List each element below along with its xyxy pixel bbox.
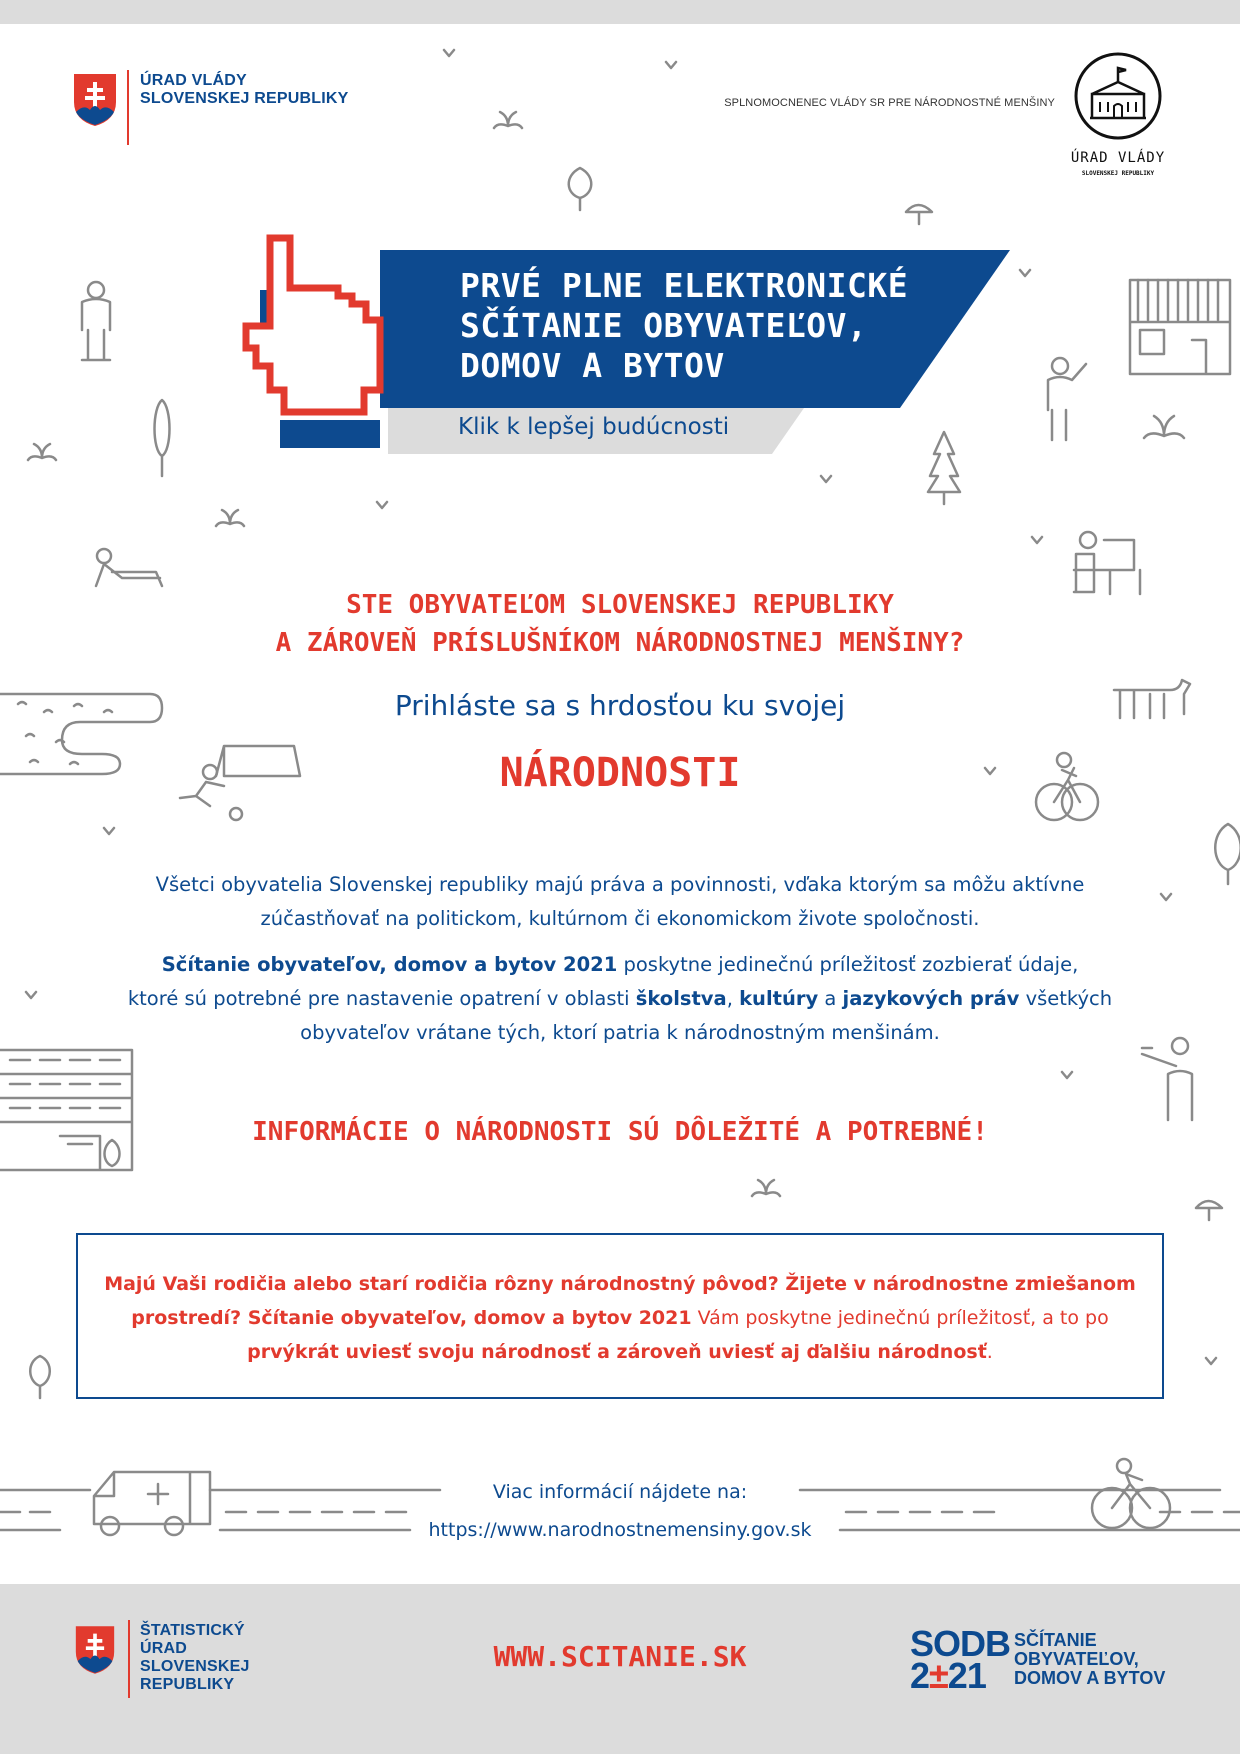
banner-title-line2: SČÍTANIE OBYVATEĽOV,: [460, 306, 868, 345]
rights-line1: Všetci obyvatelia Slovenskej republiky majú práva a povinnosti, vďaka ktorým sa môžu aktívne: [155, 873, 1085, 896]
census-logo-line1: SČÍTANIE: [1014, 1630, 1097, 1650]
info-line2: [98, 1301, 1142, 1335]
slovak-coat-of-arms-icon: [72, 72, 118, 128]
census-logo-text: [1014, 1631, 1165, 1688]
info-line3: [98, 1335, 1142, 1369]
info-box-text: [98, 1267, 1142, 1369]
sodb-logo: [910, 1623, 1011, 1696]
census-website-link[interactable]: WWW.SCITANIE.SK: [493, 1640, 747, 1673]
culture-bold: kultúry: [739, 987, 819, 1010]
census-line2-text: ktoré sú potrebné pre nastavenie opatrení v oblasti: [127, 987, 636, 1010]
sodb-logo-bottom: [910, 1655, 1010, 1696]
question-line2: A ZÁROVEŇ PRÍSLUŠNÍKOM NÁRODNOSTNEJ MENŠINY?: [275, 628, 965, 658]
census-logo-line3: DOMOV A BYTOV: [1014, 1668, 1166, 1688]
seal-caption: [1058, 150, 1178, 177]
and-text: a: [818, 987, 843, 1010]
more-info-label: Viac informácií nájdete na:: [492, 1481, 748, 1503]
census-line3: obyvateľov vrátane tých, ktorí patria k národnostným menšinám.: [300, 1021, 940, 1044]
banner-title-line1: PRVÉ PLNE ELEKTRONICKÉ: [460, 266, 909, 305]
census-line2: [120, 982, 1120, 1016]
sodb-logo-top: SODB: [910, 1623, 1011, 1664]
rights-line2: zúčastňovať na politickom, kultúrnom či ekonomickom živote spoločnosti.: [260, 907, 980, 930]
office-name-line1: ÚRAD VLÁDY: [140, 72, 247, 89]
nationality-heading: NÁRODNOSTI: [499, 750, 741, 796]
census-line1-text: poskytne jedinečnú príležitosť zozbierať údaje,: [617, 953, 1079, 976]
invite-text: Prihláste sa s hrdosťou ku svojej: [394, 689, 846, 722]
banner-title-line3: DOMOV A BYTOV: [460, 346, 725, 385]
census-paragraph: [120, 948, 1120, 1050]
government-office-seal-icon: [1074, 48, 1162, 144]
census-name-bold: Sčítanie obyvateľov, domov a bytov 2021: [161, 953, 618, 976]
info-line2-bold: prostredí? Sčítanie obyvateľov, domov a bytov 2021: [131, 1307, 692, 1329]
seal-caption-line2: SLOVENSKEJ REPUBLIKY: [1081, 170, 1155, 177]
office-name: [140, 72, 348, 108]
office-name-line2: SLOVENSKEJ REPUBLIKY: [140, 90, 349, 107]
info-line2-text: Vám poskytne jedinečnú príležitosť, a to po: [691, 1307, 1109, 1329]
census-line1: [120, 948, 1120, 982]
stat-line2: ÚRAD: [140, 1640, 188, 1657]
more-info-link[interactable]: https://www.narodnostnemensiny.gov.sk: [428, 1519, 812, 1541]
header-divider: [127, 70, 129, 145]
info-line1: Majú Vaši rodičia alebo starí rodičia rôzny národnostný pôvod? Žijete v národnostne zmiešanom: [104, 1273, 1136, 1295]
info-line3-bold: prvýkrát uviesť svoju národnosť a zároveň uviesť aj ďalšiu národnosť: [247, 1341, 987, 1363]
language-rights-bold: jazykových práv: [842, 987, 1020, 1010]
info-line3-text: .: [986, 1341, 993, 1363]
sodb-plusminus: ±: [929, 1655, 948, 1696]
banner-tagline: Klik k lepšej budúcnosti: [458, 414, 730, 440]
statistics-office-crest-icon: [74, 1624, 116, 1676]
sodb-year-left: 2: [910, 1655, 930, 1696]
question-line1: STE OBYVATEĽOM SLOVENSKEJ REPUBLIKY: [346, 590, 894, 620]
statistics-office-name: [140, 1622, 250, 1694]
comma-text: ,: [726, 987, 740, 1010]
footer-divider: [128, 1620, 130, 1698]
top-border: [0, 0, 1240, 24]
education-bold: školstva: [635, 987, 727, 1010]
main-question: [120, 586, 1120, 662]
all-text: všetkých: [1019, 987, 1113, 1010]
important-heading: INFORMÁCIE O NÁRODNOSTI SÚ DÔLEŽITÉ A POTREBNÉ!: [252, 1117, 988, 1147]
stat-line1: ŠTATISTICKÝ: [140, 1622, 245, 1639]
stat-line4: REPUBLIKY: [140, 1676, 235, 1693]
census-logo-line2: OBYVATEĽOV,: [1014, 1649, 1139, 1669]
rights-paragraph: [120, 868, 1120, 936]
info-box: [76, 1233, 1164, 1399]
banner-title: [460, 266, 980, 386]
stat-line3: SLOVENSKEJ: [140, 1658, 250, 1675]
plenipotentiary-label: SPLNOMOCNENEC VLÁDY SR PRE NÁRODNOSTNÉ MENŠINY: [724, 97, 1055, 109]
sodb-year-right: 21: [947, 1655, 986, 1696]
pixel-hand-icon: [246, 238, 380, 448]
seal-caption-line1: ÚRAD VLÁDY: [1070, 150, 1166, 166]
